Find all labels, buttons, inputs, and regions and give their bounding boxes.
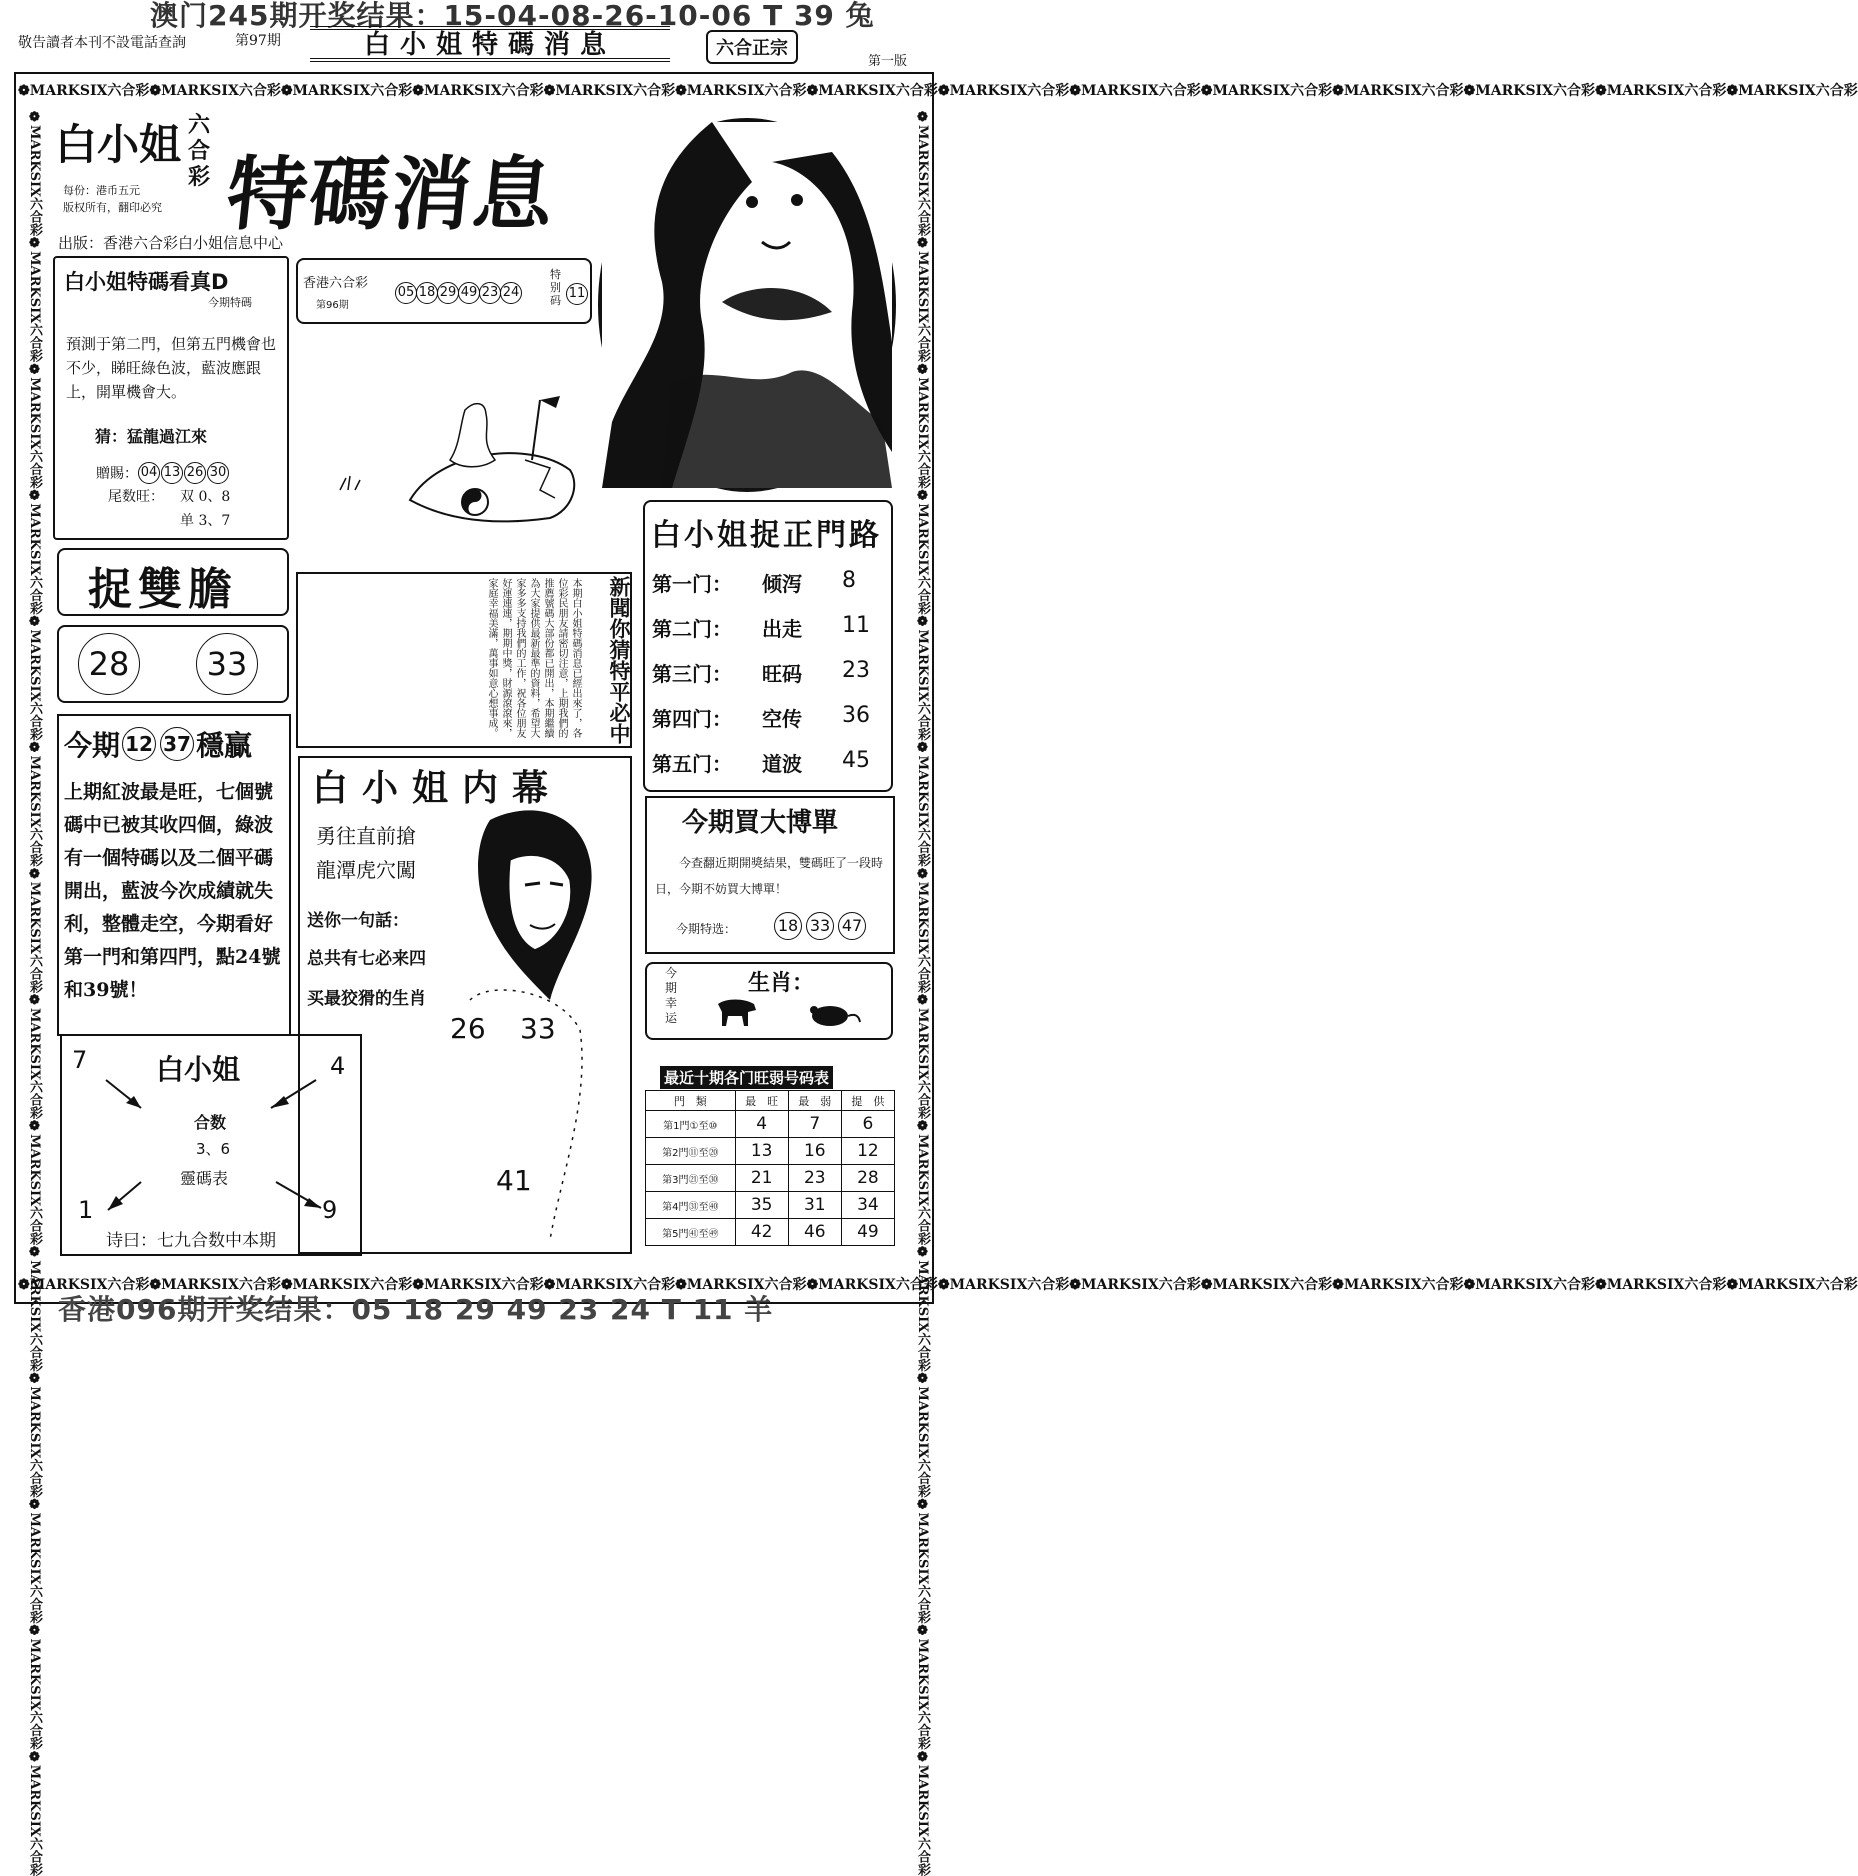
win-number: 37 xyxy=(160,727,194,761)
win-title-pre: 今期 xyxy=(64,729,121,762)
tail-line-2: 单 3、7 xyxy=(180,513,231,529)
stats-row xyxy=(646,1138,895,1165)
masthead-name: 白小姐 xyxy=(55,120,182,169)
big-bet-title: 今期買大博單 xyxy=(682,808,839,838)
last-draw-numbers xyxy=(395,282,521,304)
gift-label: 贈賜： xyxy=(96,466,138,482)
last-draw-label: 香港六合彩 xyxy=(303,276,369,291)
door-number: 45 xyxy=(842,748,870,773)
stats-header-row xyxy=(646,1091,895,1111)
bottom-result-banner: 香港096期开奖结果：05 18 29 49 23 24 T 11 羊 xyxy=(58,1293,774,1326)
inside-number: 41 xyxy=(496,1164,532,1197)
stats-value: 23 xyxy=(788,1165,841,1192)
stats-value: 34 xyxy=(841,1192,894,1219)
stats-body xyxy=(646,1111,895,1246)
rat-icon xyxy=(806,1000,862,1028)
door-word: 出走 xyxy=(762,617,802,641)
last-draw-issue: 第96期 xyxy=(316,300,349,311)
gift-number: 04 xyxy=(138,462,160,484)
watermark-text: ❁MARKSIX六合彩❁MARKSIX六合彩❁MARKSIX六合彩❁MARKSIX六合彩❁MARKSIX六合彩❁MARKSIX六合彩❁MARKSIX六合彩❁MARKSIX六合彩❁MARKSIX六合彩❁MARKSIX六合彩❁MARKSIX六合彩❁MARKSIX六合彩❁MARKSIX六合彩❁MARKSIX六合彩 xyxy=(27,110,42,1876)
stats-value: 28 xyxy=(841,1165,894,1192)
issue-number: 第97期 xyxy=(235,33,281,49)
big-bet-number: 18 xyxy=(774,912,802,940)
clock-value: 3、6 xyxy=(196,1140,231,1158)
stats-door: 第4門㉛至㊵ xyxy=(646,1192,736,1219)
stats-value: 31 xyxy=(788,1192,841,1219)
big-bet-text: 今查翻近期開獎結果，雙碼旺了一段時日，今期不妨買大博單！ xyxy=(655,856,884,896)
woman-portrait-illustration xyxy=(602,122,892,488)
top-result-banner: 澳门245期开奖结果：15-04-08-26-10-06 T 39 兔 xyxy=(150,0,875,32)
door-number: 8 xyxy=(842,568,856,593)
door-word: 道波 xyxy=(762,752,802,776)
stats-header: 最 弱 xyxy=(788,1091,841,1111)
watermark-border-top xyxy=(18,80,1858,108)
stats-row xyxy=(646,1165,895,1192)
stats-value: 13 xyxy=(735,1138,788,1165)
publisher-text: 出版：香港六合彩白小姐信息中心 xyxy=(58,234,284,252)
tail-label: 尾数旺： xyxy=(108,489,164,505)
gift-number: 26 xyxy=(184,462,206,484)
inside-number: 26 xyxy=(450,1012,486,1045)
door-label: 第一门： xyxy=(652,572,732,596)
prediction-guess: 猜：猛龍過江來 xyxy=(95,427,208,446)
copyright-text: 版权所有，翻印必究 xyxy=(63,201,162,214)
stats-value: 42 xyxy=(735,1219,788,1246)
stats-header: 提 供 xyxy=(841,1091,894,1111)
clock-corner: 7 xyxy=(72,1046,88,1074)
portrait-oval xyxy=(598,118,896,492)
tail-line-1: 双 0、8 xyxy=(180,489,231,505)
door-label: 第三门： xyxy=(652,662,732,686)
stats-header: 門 類 xyxy=(646,1091,736,1111)
price-text: 每份：港币五元 xyxy=(63,184,140,197)
stats-door: 第3門㉑至㉚ xyxy=(646,1165,736,1192)
draw-ball: 49 xyxy=(458,282,480,304)
clock-corner: 4 xyxy=(330,1052,346,1080)
stats-door: 第2門⑪至⑳ xyxy=(646,1138,736,1165)
masthead-name-side: 六合彩 xyxy=(188,112,211,190)
stats-door: 第5門㊶至㊾ xyxy=(646,1219,736,1246)
zodiac-title: 生肖： xyxy=(748,971,815,996)
big-bet-numbers xyxy=(774,912,870,940)
pair-number: 33 xyxy=(196,633,258,695)
big-bet-label: 今期特选： xyxy=(676,922,737,936)
big-bet-number: 47 xyxy=(838,912,866,940)
pair-number: 28 xyxy=(78,633,140,695)
gift-row xyxy=(96,462,230,484)
stats-title: 最近十期各门旺弱号码表 xyxy=(660,1066,833,1089)
win-title-post: 穩贏 xyxy=(196,729,253,762)
inside-title: 白小姐内幕 xyxy=(312,768,563,809)
clock-sub: 靈碼表 xyxy=(180,1169,229,1188)
stats-row xyxy=(646,1111,895,1138)
stats-value: 49 xyxy=(841,1219,894,1246)
special-ball-wrap xyxy=(566,282,589,305)
inside-gift: 送你一句話： xyxy=(307,911,409,931)
inside-poem-1: 勇往直前搶 xyxy=(316,824,416,848)
stats-value: 35 xyxy=(735,1192,788,1219)
gift-number: 30 xyxy=(207,462,229,484)
stats-value: 7 xyxy=(788,1111,841,1138)
win-text: 上期紅波最是旺，七個號碼中已被其收四個，綠波有一個特碼以及二個平碼開出，藍波今次成績就失利，整體走空，今期看好第一門和第四門，點24號和39號！ xyxy=(64,781,281,1001)
special-label: 特别码 xyxy=(550,268,561,307)
news-body: 本期白小姐特碼消息已經出來了，各位彩民朋友請密切注意，上期我們的推薦號碼大部份都已開出，本期繼續為大家提供最新最準的資料，希望大家多多支持我們的工作，祝各位朋友好運連連，期期中獎，財源滾滾來，家庭幸福美滿，萬事如意心想事成。 xyxy=(486,578,581,738)
watermark-text: ❁MARKSIX六合彩❁MARKSIX六合彩❁MARKSIX六合彩❁MARKSIX六合彩❁MARKSIX六合彩❁MARKSIX六合彩❁MARKSIX六合彩❁MARKSIX六合彩❁MARKSIX六合彩❁MARKSIX六合彩❁MARKSIX六合彩❁MARKSIX六合彩❁MARKSIX六合彩❁MARKSIX六合彩 xyxy=(915,110,930,1876)
stats-door: 第1門①至⑩ xyxy=(646,1111,736,1138)
clock-label: 合数 xyxy=(194,1113,227,1132)
inside-number: 33 xyxy=(520,1012,556,1045)
watermark-border-left xyxy=(18,110,44,1876)
stats-value: 46 xyxy=(788,1219,841,1246)
draw-ball: 05 xyxy=(395,282,417,304)
prediction-title: 白小姐特碼看真D xyxy=(64,270,229,294)
lady-sitting-illustration xyxy=(310,390,590,530)
stats-row xyxy=(646,1192,895,1219)
pair-number-1-wrap xyxy=(78,633,140,695)
door-word: 空传 xyxy=(762,707,802,731)
stats-header: 最 旺 xyxy=(735,1091,788,1111)
page-label: 第一版 xyxy=(868,54,908,69)
header-title: 白小姐特碼消息 xyxy=(310,26,670,62)
stats-value: 4 xyxy=(735,1111,788,1138)
draw-ball: 24 xyxy=(500,282,522,304)
watermark-border-right xyxy=(906,110,932,1876)
door-label: 第五门： xyxy=(652,752,732,776)
draw-ball: 18 xyxy=(416,282,438,304)
gift-number: 13 xyxy=(161,462,183,484)
stats-table xyxy=(645,1090,895,1246)
door-number: 36 xyxy=(842,703,870,728)
inside-line-2: 买最狡猾的生肖 xyxy=(307,989,426,1009)
ox-icon xyxy=(714,996,758,1030)
door-number: 23 xyxy=(842,658,870,683)
news-title: 新聞你猜特平必中 xyxy=(607,576,632,744)
clock-corner: 1 xyxy=(78,1196,94,1224)
prediction-subtitle: 今期特碼 xyxy=(208,296,252,309)
stats-value: 16 xyxy=(788,1138,841,1165)
doors-title: 白小姐捉正門路 xyxy=(651,518,882,553)
stats-value: 6 xyxy=(841,1111,894,1138)
door-word: 倾泻 xyxy=(762,572,802,596)
prediction-text: 預測于第二門，但第五門機會也不少，睇旺綠色波，藍波應跟上，開單機會大。 xyxy=(66,335,277,401)
pair-title: 捉雙膽 xyxy=(88,564,238,615)
clock-title: 白小姐 xyxy=(156,1053,241,1086)
stats-value: 12 xyxy=(841,1138,894,1165)
clock-corner: 9 xyxy=(322,1196,338,1224)
clock-poem: 诗曰：七九合数中本期 xyxy=(106,1231,276,1251)
door-label: 第四门： xyxy=(652,707,732,731)
draw-ball: 29 xyxy=(437,282,459,304)
header-notice: 敬告讀者本刊不設電話查詢 xyxy=(18,35,186,51)
special-ball: 11 xyxy=(566,283,588,305)
watermark-text: ❁MARKSIX六合彩❁MARKSIX六合彩❁MARKSIX六合彩❁MARKSIX六合彩❁MARKSIX六合彩❁MARKSIX六合彩❁MARKSIX六合彩❁MARKSIX六合彩❁MARKSIX六合彩❁MARKSIX六合彩❁MARKSIX六合彩❁MARKSIX六合彩❁MARKSIX六合彩❁MARKSIX六合彩 xyxy=(18,1277,1858,1293)
masthead-headline: 特碼消息 xyxy=(222,147,561,241)
pair-number-2-wrap xyxy=(196,633,258,695)
inside-line-1: 总共有七必来四 xyxy=(307,949,426,969)
draw-ball: 23 xyxy=(479,282,501,304)
big-bet-number: 33 xyxy=(806,912,834,940)
door-word: 旺码 xyxy=(762,662,802,686)
win-number: 12 xyxy=(122,727,156,761)
win-title xyxy=(64,724,252,764)
door-label: 第二门： xyxy=(652,617,732,641)
watermark-text: ❁MARKSIX六合彩❁MARKSIX六合彩❁MARKSIX六合彩❁MARKSIX六合彩❁MARKSIX六合彩❁MARKSIX六合彩❁MARKSIX六合彩❁MARKSIX六合彩❁MARKSIX六合彩❁MARKSIX六合彩❁MARKSIX六合彩❁MARKSIX六合彩❁MARKSIX六合彩❁MARKSIX六合彩 xyxy=(18,83,1858,99)
door-number: 11 xyxy=(842,613,870,638)
zodiac-side: 今期幸运 xyxy=(664,966,677,1025)
brand-badge: 六合正宗 xyxy=(706,30,798,64)
stats-value: 21 xyxy=(735,1165,788,1192)
stats-row xyxy=(646,1219,895,1246)
inside-poem-2: 龍潭虎穴闖 xyxy=(316,858,416,882)
